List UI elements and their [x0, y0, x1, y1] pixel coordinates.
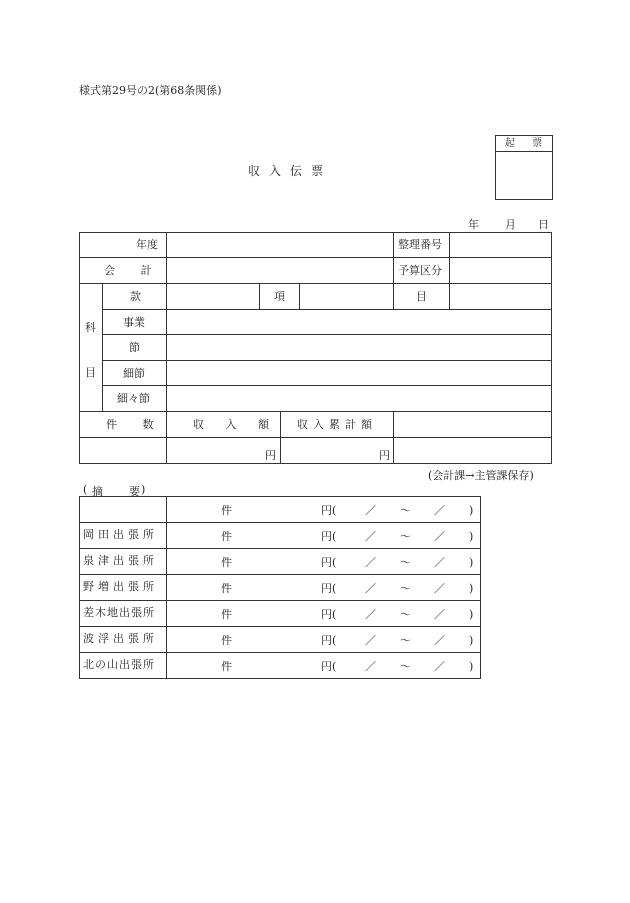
- kan-label-cell: [102, 283, 167, 310]
- summary-detail-cell[interactable]: [166, 548, 481, 575]
- moku-field[interactable]: [449, 283, 552, 310]
- fiscal-year-field[interactable]: [166, 232, 394, 258]
- summary-slash: ／: [365, 556, 376, 569]
- summary-tilde: ～: [400, 634, 411, 647]
- summary-slash: ／: [365, 608, 376, 621]
- account-field[interactable]: [166, 257, 394, 284]
- summary-close-paren: ): [469, 504, 474, 517]
- date-month-label: 月: [505, 218, 516, 231]
- summary-open-paren: (: [83, 483, 88, 496]
- stamp-label: 起 票: [496, 136, 552, 152]
- jigyou-field[interactable]: [166, 309, 552, 335]
- kou-label-cell: [259, 283, 300, 310]
- summary-slash: ／: [434, 530, 445, 543]
- cumulative-yen-unit: 円: [379, 449, 390, 462]
- summary-tilde: ～: [400, 556, 411, 569]
- summary-office-cell: [79, 626, 167, 653]
- summary-close-paren: ): [469, 530, 474, 543]
- summary-close-paren: ): [141, 483, 146, 496]
- income-amount-header-cell: [166, 411, 281, 438]
- kou-field[interactable]: [299, 283, 394, 310]
- count-header: 件 数: [106, 418, 165, 431]
- kamoku-side-cell: [79, 283, 103, 412]
- income-amount-field[interactable]: [166, 437, 281, 464]
- summary-yen-open: 円(: [321, 556, 337, 569]
- summary-close-paren: ): [469, 634, 474, 647]
- summary-slash: ／: [434, 556, 445, 569]
- summary-slash: ／: [434, 504, 445, 517]
- summary-count-unit: 件: [221, 504, 232, 517]
- jigyou-label: 事業: [123, 316, 145, 329]
- summary-detail-cell[interactable]: [166, 626, 481, 653]
- summary-detail-cell[interactable]: [166, 522, 481, 549]
- date-year-label: 年: [468, 218, 479, 231]
- moku-label: 目: [416, 290, 427, 303]
- summary-count-unit: 件: [221, 582, 232, 595]
- office-name: 岡田出張所: [83, 528, 158, 541]
- summary-office-cell: [79, 600, 167, 627]
- summary-yen-open: 円(: [321, 634, 337, 647]
- summary-slash: ／: [434, 608, 445, 621]
- summary-slash: ／: [365, 582, 376, 595]
- summary-close-paren: ): [469, 608, 474, 621]
- kou-label: 項: [274, 290, 285, 303]
- moku-side-label: 目: [85, 366, 96, 379]
- summary-slash: ／: [365, 530, 376, 543]
- summary-yen-open: 円(: [321, 608, 337, 621]
- summary-tilde: ～: [400, 504, 411, 517]
- summary-detail-cell[interactable]: [166, 600, 481, 627]
- account-label-cell: [79, 257, 167, 284]
- summary-slash: ／: [434, 634, 445, 647]
- office-name: 北の山出張所: [83, 658, 155, 671]
- saisetsu-label: 細節: [123, 367, 145, 380]
- summary-count-unit: 件: [221, 530, 232, 543]
- serial-number-label-cell: [393, 232, 450, 258]
- serial-number-field[interactable]: [449, 232, 552, 258]
- summary-slash: ／: [434, 660, 445, 673]
- amount-header-blank: [393, 411, 552, 438]
- serial-number-label: 整理番号: [398, 238, 442, 251]
- summary-slash: ／: [365, 634, 376, 647]
- summary-slash: ／: [365, 660, 376, 673]
- summary-yen-open: 円(: [321, 582, 337, 595]
- saisaisetsu-label-cell: [102, 385, 167, 412]
- summary-slash: ／: [434, 582, 445, 595]
- amount-extra-field[interactable]: [393, 437, 552, 464]
- summary-detail-cell[interactable]: [166, 496, 481, 523]
- office-name: 泉津出張所: [83, 554, 158, 567]
- budget-category-field[interactable]: [449, 257, 552, 284]
- summary-detail-cell[interactable]: [166, 574, 481, 601]
- summary-close-paren: ): [469, 556, 474, 569]
- summary-office-cell: [79, 574, 167, 601]
- summary-yen-open: 円(: [321, 660, 337, 673]
- summary-count-unit: 件: [221, 634, 232, 647]
- summary-tilde: ～: [400, 582, 411, 595]
- summary-detail-cell[interactable]: [166, 652, 481, 679]
- fiscal-year-label: 年度: [136, 238, 158, 251]
- income-yen-unit: 円: [265, 449, 276, 462]
- summary-count-unit: 件: [221, 556, 232, 569]
- summary-office-cell: [79, 522, 167, 549]
- count-field[interactable]: [79, 437, 167, 464]
- summary-count-unit: 件: [221, 660, 232, 673]
- summary-close-paren: ): [469, 660, 474, 673]
- page-title: 収入伝票: [248, 164, 333, 178]
- office-name: 差木地出張所: [83, 606, 155, 619]
- count-header-cell: [79, 411, 167, 438]
- summary-tilde: ～: [400, 530, 411, 543]
- setsu-label-cell: [102, 334, 167, 361]
- saisetsu-label-cell: [102, 360, 167, 386]
- kan-label: 款: [130, 290, 141, 303]
- account-label: 会 計: [104, 264, 163, 277]
- moku-label-cell: [393, 283, 450, 310]
- summary-label: 摘: [92, 485, 103, 498]
- saisaisetsu-label: 細々節: [117, 392, 150, 405]
- summary-label-2: 要: [129, 485, 140, 498]
- office-name: 野増出張所: [83, 580, 158, 593]
- summary-yen-open: 円(: [321, 504, 337, 517]
- summary-close-paren: ): [469, 582, 474, 595]
- setsu-label: 節: [129, 341, 140, 354]
- summary-office-cell: [79, 652, 167, 679]
- budget-category-label: 予算区分: [398, 264, 442, 277]
- summary-office-cell: [79, 548, 167, 575]
- saisetsu-field[interactable]: [166, 360, 552, 386]
- kamoku-label: 科: [85, 321, 96, 334]
- cumulative-income-header-cell: [280, 411, 394, 438]
- summary-tilde: ～: [400, 608, 411, 621]
- cumulative-income-field[interactable]: [280, 437, 394, 464]
- summary-count-unit: 件: [221, 608, 232, 621]
- office-name: 波浮出張所: [83, 632, 158, 645]
- date-day-label: 日: [538, 218, 549, 231]
- fiscal-year-label-cell: [79, 232, 167, 258]
- approval-stamp-box: [495, 135, 553, 200]
- retention-note: (会計課→主管課保存): [428, 469, 534, 482]
- summary-office-cell: [79, 496, 167, 523]
- income-amount-header: 収 入 額: [193, 418, 278, 431]
- budget-category-label-cell: [393, 257, 450, 284]
- kan-field[interactable]: [166, 283, 260, 310]
- saisaisetsu-field[interactable]: [166, 385, 552, 412]
- setsu-field[interactable]: [166, 334, 552, 361]
- cumulative-income-header: 収入累計額: [297, 418, 377, 431]
- summary-yen-open: 円(: [321, 530, 337, 543]
- summary-slash: ／: [365, 504, 376, 517]
- summary-tilde: ～: [400, 660, 411, 673]
- form-reference: 様式第29号の2(第68条関係): [79, 84, 222, 97]
- jigyou-label-cell: [102, 309, 167, 335]
